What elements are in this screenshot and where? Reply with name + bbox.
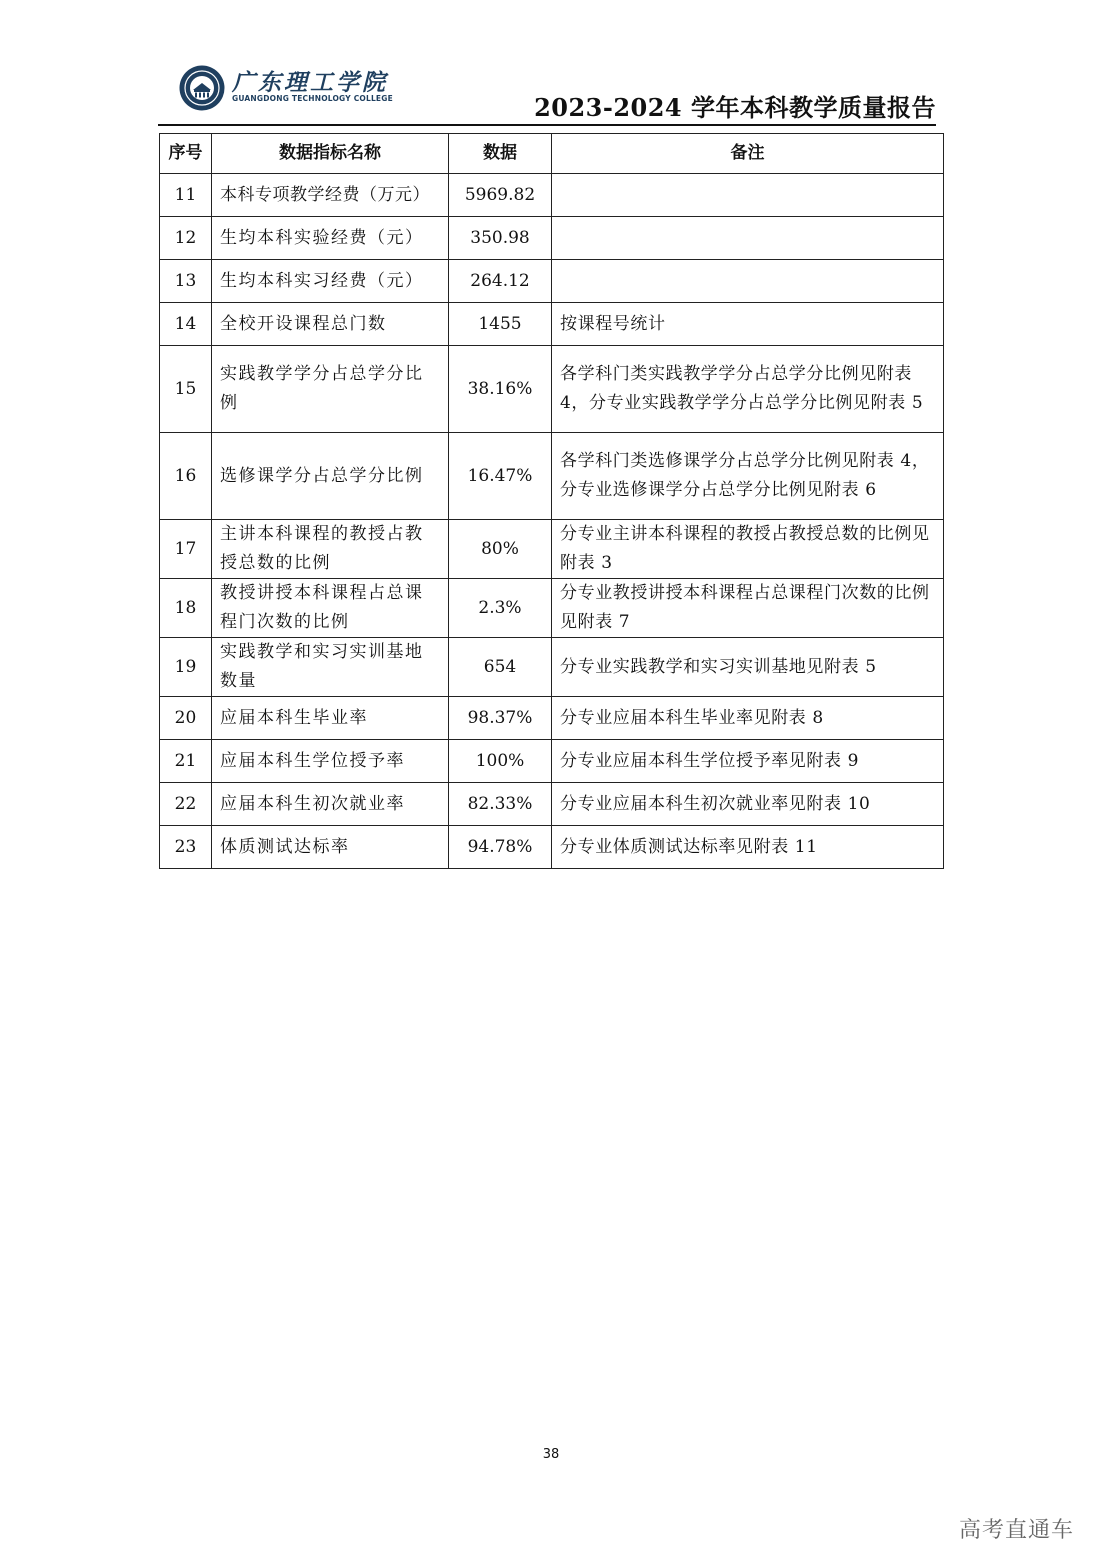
row-note: 分专业应届本科生毕业率见附表 8 [552, 697, 944, 740]
row-note: 分专业应届本科生初次就业率见附表 10 [552, 783, 944, 826]
row-name: 生均本科实验经费（元） [212, 217, 449, 260]
row-note: 分专业应届本科生学位授予率见附表 9 [552, 740, 944, 783]
row-name: 实践教学学分占总学分比例 [212, 346, 449, 433]
row-note: 分专业实践教学和实习实训基地见附表 5 [552, 638, 944, 697]
row-note: 各学科门类选修课学分占总学分比例见附表 4，分专业选修课学分占总学分比例见附表 6 [552, 433, 944, 520]
row-name: 选修课学分占总学分比例 [212, 433, 449, 520]
table-row [160, 260, 944, 303]
column-header-value: 数据 [449, 134, 552, 174]
row-note [552, 260, 944, 303]
table-row [160, 826, 944, 869]
row-value: 2.3% [449, 579, 552, 638]
row-no: 11 [160, 174, 212, 217]
row-name: 应届本科生初次就业率 [212, 783, 449, 826]
row-note: 按课程号统计 [552, 303, 944, 346]
table-row [160, 740, 944, 783]
table-header-row [160, 134, 944, 174]
row-value: 1455 [449, 303, 552, 346]
report-title: 2023-2024 学年本科教学质量报告 [534, 93, 936, 122]
page-number: 38 [542, 1447, 560, 1462]
table-row [160, 520, 944, 579]
row-name: 主讲本科课程的教授占教授总数的比例 [212, 520, 449, 579]
table-row [160, 433, 944, 520]
row-value: 16.47% [449, 433, 552, 520]
row-name: 全校开设课程总门数 [212, 303, 449, 346]
school-name-en: GUANGDONG TECHNOLOGY COLLEGE [232, 94, 393, 103]
row-value: 98.37% [449, 697, 552, 740]
row-value: 264.12 [449, 260, 552, 303]
row-no: 15 [160, 346, 212, 433]
row-name: 教授讲授本科课程占总课程门次数的比例 [212, 579, 449, 638]
row-no: 14 [160, 303, 212, 346]
row-note: 分专业教授讲授本科课程占总课程门次数的比例见附表 7 [552, 579, 944, 638]
row-name: 本科专项教学经费（万元） [212, 174, 449, 217]
header-divider [158, 124, 936, 126]
table-row [160, 783, 944, 826]
table-row [160, 697, 944, 740]
table-row [160, 638, 944, 697]
row-no: 19 [160, 638, 212, 697]
row-no: 17 [160, 520, 212, 579]
row-value: 82.33% [449, 783, 552, 826]
table-row [160, 303, 944, 346]
row-no: 16 [160, 433, 212, 520]
row-no: 18 [160, 579, 212, 638]
table-row [160, 217, 944, 260]
row-no: 21 [160, 740, 212, 783]
row-value: 100% [449, 740, 552, 783]
row-value: 38.16% [449, 346, 552, 433]
row-no: 12 [160, 217, 212, 260]
row-note [552, 174, 944, 217]
row-no: 22 [160, 783, 212, 826]
table-row [160, 174, 944, 217]
row-no: 13 [160, 260, 212, 303]
row-note: 分专业体质测试达标率见附表 11 [552, 826, 944, 869]
row-name: 实践教学和实习实训基地数量 [212, 638, 449, 697]
table-row [160, 579, 944, 638]
row-name: 体质测试达标率 [212, 826, 449, 869]
row-note: 各学科门类实践教学学分占总学分比例见附表 4，分专业实践教学学分占总学分比例见附表 5 [552, 346, 944, 433]
table-row [160, 346, 944, 433]
college-seal-icon [178, 64, 226, 112]
watermark: 高考直通车 [958, 1518, 1074, 1543]
row-value: 5969.82 [449, 174, 552, 217]
row-name: 生均本科实习经费（元） [212, 260, 449, 303]
row-name: 应届本科生毕业率 [212, 697, 449, 740]
row-name: 应届本科生学位授予率 [212, 740, 449, 783]
row-value: 80% [449, 520, 552, 579]
column-header-no: 序号 [160, 134, 212, 174]
column-header-note: 备注 [552, 134, 944, 174]
row-value: 94.78% [449, 826, 552, 869]
row-value: 654 [449, 638, 552, 697]
row-value: 350.98 [449, 217, 552, 260]
page-header [158, 58, 938, 128]
row-note [552, 217, 944, 260]
row-note: 分专业主讲本科课程的教授占教授总数的比例见附表 3 [552, 520, 944, 579]
indicator-table [159, 133, 944, 869]
row-no: 23 [160, 826, 212, 869]
column-header-name: 数据指标名称 [212, 134, 449, 174]
school-name-cn: 广东理工学院 [232, 70, 388, 96]
row-no: 20 [160, 697, 212, 740]
